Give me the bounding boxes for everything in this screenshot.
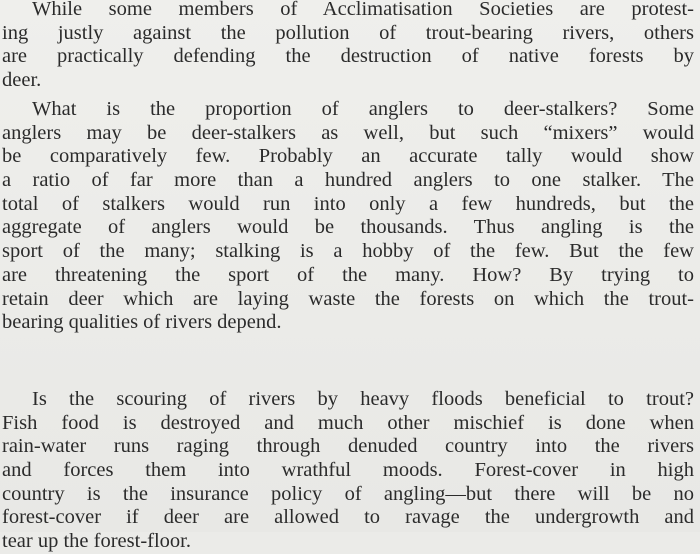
paragraph-floods [0,388,700,554]
text-line: forest-cover if deer are allowed to ravage the undergrowth and [2,506,694,529]
text-line: and forces them into wrathful moods. Forest-cover in high [2,459,694,482]
text-line: total of stalkers would run into only a few hundreds, but the [2,192,694,215]
text-line: sport of the many; stalking is a hobby of the few. But the few [2,240,694,263]
text-line: What is the proportion of anglers to deer-stalkers? Some [32,98,694,120]
text-line: a ratio of far more than a hundred anglers to one stalker. The [2,169,694,192]
text-line: ing justly against the pollution of trout-bearing rivers, others [2,21,694,44]
text-line: country is the insurance policy of angling—but there will be no [2,482,694,505]
text-line: Fish food is destroyed and much other mischief is done when [2,411,694,434]
text-line: retain deer which are laying waste the forests on which the trout- [2,287,694,310]
text-line: be comparatively few. Probably an accurate tally would show [2,145,694,168]
text-line: anglers may be deer-stalkers as well, but such “mixers” would [2,121,694,144]
text-line: bearing qualities of rivers depend. [2,311,282,334]
text-line: Is the scouring of rivers by heavy floods beneficial to trout? [32,388,694,410]
paragraph-pollution [0,0,700,93]
text-line: deer. [2,69,42,92]
text-line: While some members of Acclimatisation Societies are protest- [32,0,694,20]
text-line: are practically defending the destruction of native forests by [2,45,694,68]
paragraph-anglers-vs-stalkers [0,98,700,335]
text-line: are threatening the sport of the many. How? By trying to [2,263,694,286]
text-line: rain-water runs raging through denuded country into the rivers [2,435,694,458]
text-line: aggregate of anglers would be thousands. Thus angling is the [2,216,694,239]
text-line: tear up the forest-floor. [2,530,191,553]
